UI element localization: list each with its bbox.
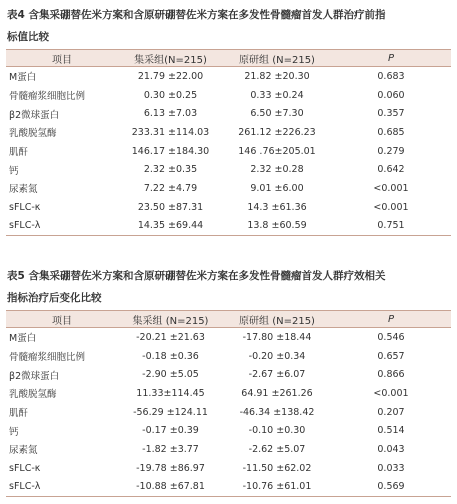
table-row xyxy=(6,403,451,422)
row-label: 尿素氮 xyxy=(9,445,38,457)
p-value: 0.657 xyxy=(377,350,405,362)
table-row xyxy=(6,421,451,440)
table5-header-row xyxy=(6,311,451,328)
row-label: 乳酸脱氢酶 xyxy=(9,389,57,401)
group-a-value: 14.35 ±69.44 xyxy=(118,217,223,236)
table4-title xyxy=(7,4,447,48)
row-label: 肌酐 xyxy=(9,408,29,420)
group-a-value: 0.30 ±0.25 xyxy=(143,89,198,101)
group-b-value: 13.8 ±60.59 xyxy=(223,217,331,236)
row-label: β2微球蛋白 xyxy=(9,370,60,382)
group-a-value: -56.29 ±124.11 xyxy=(133,406,208,418)
group-a-value: 21.79 ±22.00 xyxy=(137,70,204,82)
p-value: 0.685 xyxy=(377,126,405,138)
table5-title-line2: 指标治疗后变化比较 xyxy=(7,292,102,304)
row-label: M蛋白 xyxy=(9,72,37,84)
table4-header-row xyxy=(6,50,451,67)
row-label: sFLC-λ xyxy=(6,478,118,497)
p-value: 0.043 xyxy=(377,443,405,455)
row-label: 钙 xyxy=(9,426,19,438)
table5 xyxy=(6,310,451,497)
table-row xyxy=(6,384,451,403)
table-row xyxy=(6,347,451,366)
table5-title-line1: 表5 含集采硼替佐米方案和含原研硼替佐米方案在多发性骨髓瘤首发人群疗效相关 xyxy=(7,270,386,282)
group-b-value: -17.80 ±18.44 xyxy=(242,331,312,343)
table-row xyxy=(6,365,451,384)
p-value: 0.683 xyxy=(377,70,405,82)
group-b-value: -10.76 ±61.01 xyxy=(223,478,331,497)
row-label: 肌酐 xyxy=(9,147,29,159)
table-row xyxy=(6,67,451,86)
group-a-value: 6.13 ±7.03 xyxy=(143,108,198,120)
p-value: <0.001 xyxy=(373,182,409,194)
table5-header-item: 项目 xyxy=(6,311,118,328)
table5-header-group-a: 集采组 (N=215) xyxy=(118,311,223,328)
row-label: 骨髓瘤浆细胞比例 xyxy=(9,91,86,103)
row-label: sFLC-κ xyxy=(9,462,41,474)
p-value: <0.001 xyxy=(373,387,409,399)
p-value: 0.569 xyxy=(331,478,451,497)
group-a-value: 23.50 ±87.31 xyxy=(137,201,204,213)
group-b-value: 0.33 ±0.24 xyxy=(250,89,304,101)
table5-body xyxy=(6,328,451,497)
p-value: 0.279 xyxy=(377,145,405,157)
group-b-value: 146 .76±205.01 xyxy=(238,145,316,157)
group-b-value: 14.3 ±61.36 xyxy=(247,201,307,213)
table-row xyxy=(6,440,451,459)
row-label: 乳酸脱氢酶 xyxy=(9,128,57,140)
table4 xyxy=(6,49,451,236)
row-label: sFLC-κ xyxy=(9,201,41,213)
row-label: sFLC-λ xyxy=(6,217,118,236)
group-b-value: 2.32 ±0.28 xyxy=(250,164,304,176)
table-row xyxy=(6,160,451,179)
group-b-value: 21.82 ±20.30 xyxy=(244,70,310,82)
table-row xyxy=(6,478,451,497)
p-value: 0.357 xyxy=(377,108,405,120)
table4-body xyxy=(6,67,451,236)
p-value: 0.060 xyxy=(377,89,405,101)
group-a-value: 146.17 ±184.30 xyxy=(131,145,210,157)
group-a-value: -0.17 ±0.39 xyxy=(142,425,199,437)
group-a-value: 233.31 ±114.03 xyxy=(131,126,210,138)
table5-header-p: P xyxy=(331,311,451,328)
table-row xyxy=(6,86,451,105)
row-label: 尿素氮 xyxy=(9,184,38,196)
p-value: <0.001 xyxy=(373,201,409,213)
table5-header-group-b: 原研组 (N=215) xyxy=(223,311,331,328)
table-row xyxy=(6,179,451,198)
p-value: 0.033 xyxy=(377,462,405,474)
group-a-value: -20.21 ±21.63 xyxy=(136,331,205,343)
table-row xyxy=(6,142,451,161)
group-a-value: -10.88 ±67.81 xyxy=(118,478,223,497)
table4-title-line2: 标值比较 xyxy=(7,31,49,43)
group-b-value: 6.50 ±7.30 xyxy=(250,108,304,120)
table4-header-p: P xyxy=(331,50,451,67)
row-label: β2微球蛋白 xyxy=(9,109,60,121)
group-a-value: 11.33±114.45 xyxy=(136,387,205,399)
table4-header-group-b: 原研组 (N=215) xyxy=(223,50,331,67)
group-b-value: 64.91 ±261.26 xyxy=(241,387,313,399)
group-a-value: -0.18 ±0.36 xyxy=(142,350,199,362)
table-row xyxy=(6,198,451,217)
group-b-value: -2.62 ±5.07 xyxy=(248,443,306,455)
group-b-value: -0.20 ±0.34 xyxy=(248,350,306,362)
group-b-value: -0.10 ±0.30 xyxy=(248,425,306,437)
p-value: 0.546 xyxy=(377,331,405,343)
table-row xyxy=(6,123,451,142)
table-row xyxy=(6,328,451,347)
group-a-value: 7.22 ±4.79 xyxy=(143,182,198,194)
group-b-value: 9.01 ±6.00 xyxy=(250,182,304,194)
table4-header-item: 项目 xyxy=(6,50,118,67)
group-a-value: -19.78 ±86.97 xyxy=(136,462,205,474)
table4-title-line1: 表4 含集采硼替佐米方案和含原研硼替佐米方案在多发性骨髓瘤首发人群治疗前指 xyxy=(7,9,386,21)
row-label: 钙 xyxy=(9,165,19,177)
p-value: 0.514 xyxy=(377,425,405,437)
group-b-value: -11.50 ±62.02 xyxy=(242,462,312,474)
group-a-value: -1.82 ±3.77 xyxy=(142,443,199,455)
group-b-value: 261.12 ±226.23 xyxy=(238,126,316,138)
p-value: 0.207 xyxy=(377,406,405,418)
group-a-value: -2.90 ±5.05 xyxy=(142,369,199,381)
table4-header-group-a: 集采组(N=215) xyxy=(118,50,223,67)
p-value: 0.866 xyxy=(377,369,405,381)
row-label: M蛋白 xyxy=(9,333,37,345)
p-value: 0.751 xyxy=(331,217,451,236)
row-label: 骨髓瘤浆细胞比例 xyxy=(9,352,86,364)
group-b-value: -2.67 ±6.07 xyxy=(248,369,306,381)
p-value: 0.642 xyxy=(377,164,405,176)
table-row xyxy=(6,104,451,123)
group-a-value: 2.32 ±0.35 xyxy=(143,164,198,176)
table5-title xyxy=(7,265,447,309)
group-b-value: -46.34 ±138.42 xyxy=(239,406,315,418)
table-row xyxy=(6,217,451,236)
table-row xyxy=(6,459,451,478)
